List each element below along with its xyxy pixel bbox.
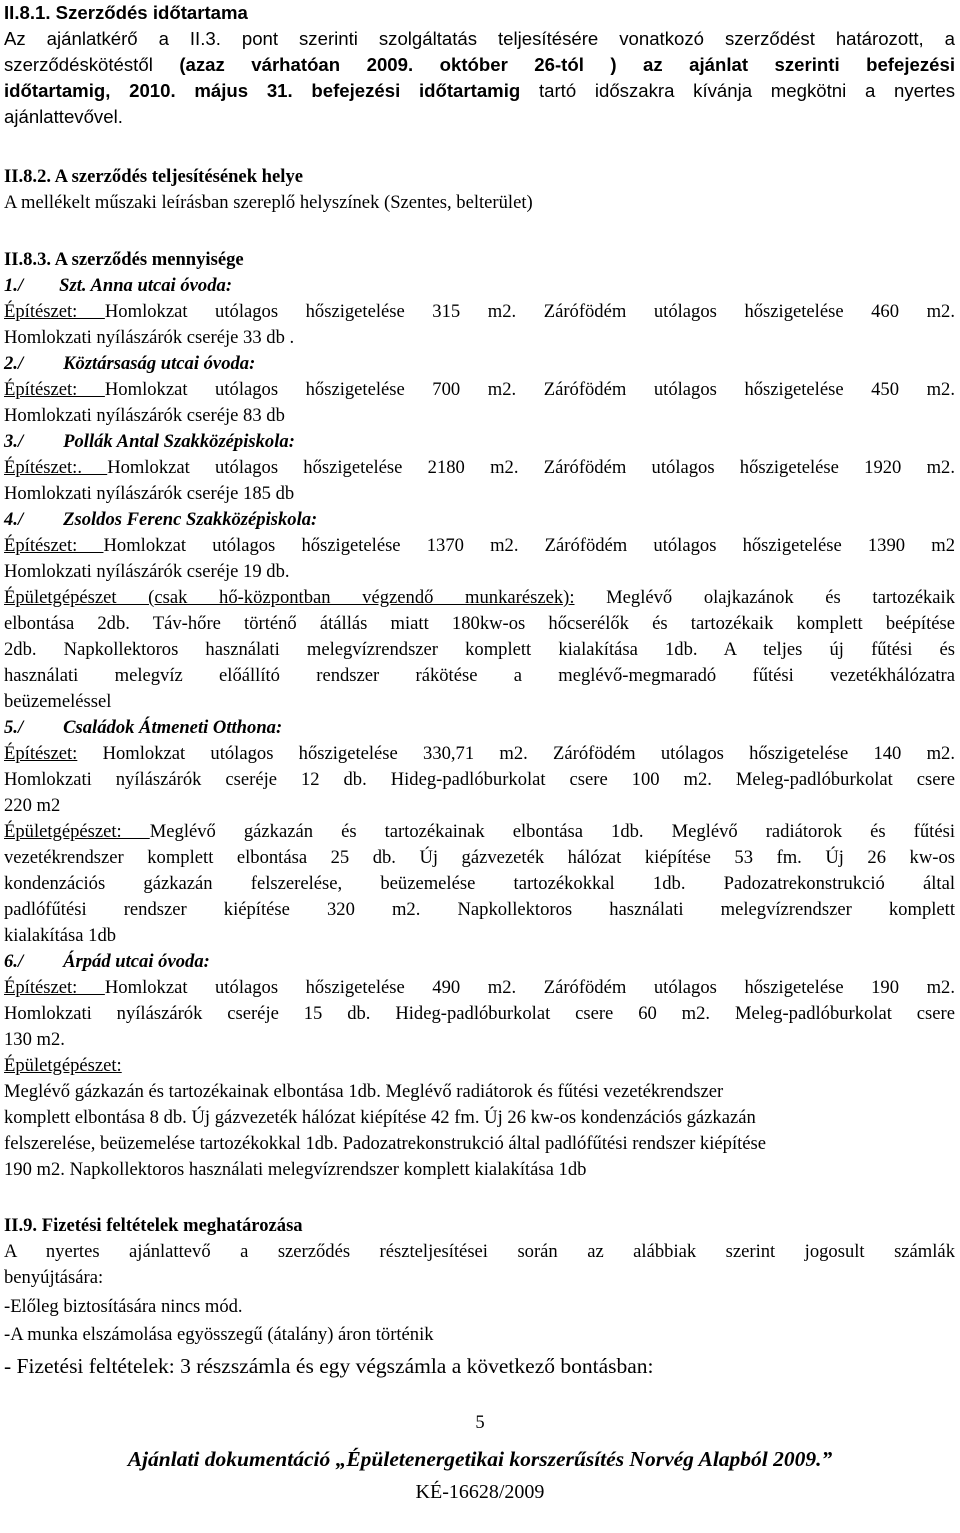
site-line: Épületgépészet: Meglévő gázkazán és tartozékainak elbontása 1db. Meglévő radiátorok és fűtési (4, 821, 955, 842)
paragraph-line: szerződéskötéstől (azaz várhatóan 2009. október 26-tól ) az ajánlat szerinti befejezési (4, 54, 955, 75)
section-heading-8-3: II.8.3. A szerződés mennyisége (4, 249, 244, 270)
site-line: Építészet: Homlokzat utólagos hőszigetelése 315 m2. Zárófödém utólagos hőszigetelése 460 m2. (4, 301, 955, 322)
paragraph-line: Az ajánlatkérő a II.3. pont szerinti szolgáltatás teljesítésére vonatkozó szerződést határozott, a (4, 28, 955, 49)
section-heading-8-1: II.8.1. Szerződés időtartama (4, 2, 248, 23)
site-line: 2db. Napkollektoros használati melegvízrendszer komplett kialakítása 1db. A teljes új fűtési és (4, 639, 955, 660)
site-line: Homlokzati nyílászárók cseréje 12 db. Hideg-padlóburkolat csere 100 m2. Meleg-padlóburkolat csere (4, 769, 955, 790)
site-line: Homlokzati nyílászárók cseréje 19 db. (4, 561, 290, 582)
site-line: beüzemeléssel (4, 691, 112, 712)
site-heading: 5./ Családok Átmeneti Otthona: (4, 717, 283, 738)
list-item: -Előleg biztosítására nincs mód. (4, 1296, 243, 1317)
site-line: Építészet:. Homlokzat utólagos hőszigetelése 2180 m2. Zárófödém utólagos hőszigetelése 1920 m2. (4, 457, 955, 478)
site-line: vezetékrendszer komplett elbontása 25 db. Új gázvezeték hálózat kiépítése 53 fm. Új 26 kw-os (4, 847, 955, 868)
site-heading: 3./ Pollák Antal Szakközépiskola: (4, 431, 295, 452)
list-item: -A munka elszámolása egyösszegű (átalány) áron történik (4, 1324, 434, 1345)
site-line: Meglévő gázkazán és tartozékainak elbontása 1db. Meglévő radiátorok és fűtési vezetékrendszer (4, 1081, 724, 1102)
site-line: Homlokzati nyílászárók cseréje 185 db (4, 483, 295, 504)
site-line: felszerelése, beüzemelése tartozékokkal 1db. Padozatrekonstrukció által padlófűtési rendszer kiépítése (4, 1133, 767, 1154)
list-item: - Fizetési feltételek: 3 részszámla és egy végszámla a következő bontásban: (4, 1354, 654, 1378)
section-heading-9: II.9. Fizetési feltételek meghatározása (4, 1215, 303, 1236)
site-line: 190 m2. Napkollektoros használati melegvízrendszer komplett kialakítása 1db (4, 1159, 587, 1180)
site-line: Építészet: Homlokzat utólagos hőszigetelése 330,71 m2. Zárófödém utólagos hőszigetelése 140 m2. (4, 743, 955, 764)
site-line: Épületgépészet (csak hő-központban végzendő munkarészek): Meglévő olajkazánok és tartozékaik (4, 587, 955, 608)
paragraph-line: ajánlattevővel. (4, 106, 123, 127)
paragraph-line: A mellékelt műszaki leírásban szereplő helyszínek (Szentes, belterület) (4, 192, 533, 213)
site-line: Homlokzati nyílászárók cseréje 33 db . (4, 327, 295, 348)
footer-title: Ajánlati dokumentáció „Épületenergetikai korszerűsítés Norvég Alapból 2009.” (127, 1447, 833, 1471)
footer-ref: KÉ-16628/2009 (415, 1481, 545, 1503)
site-line: kondenzációs gázkazán felszerelése, beüzemelése tartozékokkal 1db. Padozatrekonstrukció által (4, 873, 955, 894)
site-line: komplett elbontása 8 db. Új gázvezeték hálózat kiépítése 42 fm. Új 26 kw-os kondenzációs gázkazán (4, 1107, 756, 1128)
page-number: 5 (475, 1412, 485, 1433)
site-line: Építészet: Homlokzat utólagos hőszigetelése 1370 m2. Zárófödém utólagos hőszigetelése 1390 m2 (4, 535, 955, 556)
site-heading: 2./ Köztársaság utcai óvoda: (4, 353, 256, 374)
site-line: használati melegvíz előállító rendszer rákötése a meglévő-megmaradó fűtési vezetékhálózatra (4, 665, 955, 686)
site-line: Homlokzati nyílászárók cseréje 83 db (4, 405, 285, 426)
paragraph-line: A nyertes ajánlattevő a szerződés részteljesítései során az alábbiak szerint jogosult számlák (4, 1241, 955, 1262)
site-heading: 4./ Zsoldos Ferenc Szakközépiskola: (4, 509, 318, 530)
site-line: 220 m2 (4, 795, 61, 816)
paragraph-line: benyújtására: (4, 1267, 104, 1288)
site-heading: 1./ Szt. Anna utcai óvoda: (4, 275, 233, 296)
site-line: kialakítása 1db (4, 925, 117, 946)
site-line: Építészet: Homlokzat utólagos hőszigetelése 700 m2. Zárófödém utólagos hőszigetelése 450 m2. (4, 379, 955, 400)
site-line: padlófűtési rendszer kiépítése 320 m2. Napkollektoros használati melegvízrendszer komplett (4, 899, 955, 920)
section-heading-8-2: II.8.2. A szerződés teljesítésének helye (4, 166, 303, 187)
site-heading: 6./ Árpád utcai óvoda: (4, 951, 210, 972)
site-line: Épületgépészet: (4, 1055, 122, 1076)
paragraph-line: időtartamig, 2010. május 31. befejezési időtartamig tartó időszakra kívánja megkötni a nyertes (4, 80, 955, 101)
site-line: elbontása 2db. Táv-hőre történő átállás miatt 180kw-os hőcserélők és tartozékaik komplett beépítése (4, 613, 955, 634)
site-line: Építészet: Homlokzat utólagos hőszigetelése 490 m2. Zárófödém utólagos hőszigetelése 190 m2. (4, 977, 955, 998)
site-line: 130 m2. (4, 1029, 65, 1050)
site-line: Homlokzati nyílászárók cseréje 15 db. Hideg-padlóburkolat csere 60 m2. Meleg-padlóburkolat csere (4, 1003, 955, 1024)
